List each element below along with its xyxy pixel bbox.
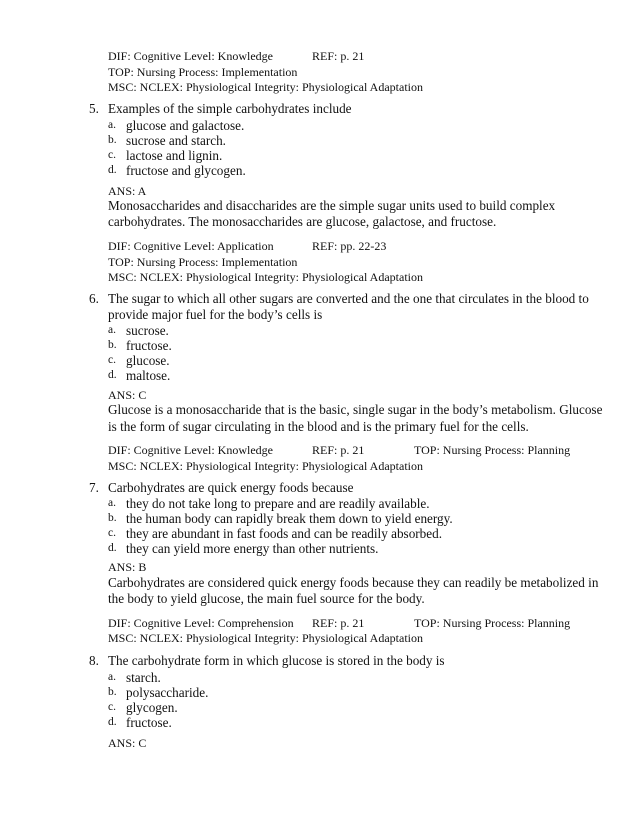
meta-msc: MSC: NCLEX: Physiological Integrity: Physiological Adaptation — [108, 270, 423, 284]
meta-ref: REF: p. 21 — [312, 616, 365, 630]
meta-msc: MSC: NCLEX: Physiological Integrity: Physiological Adaptation — [108, 459, 423, 473]
option-text: maltose. — [126, 368, 171, 383]
option-letter: d. — [108, 542, 117, 554]
meta-ref: REF: p. 21 — [312, 443, 365, 457]
option-text: fructose and glycogen. — [126, 163, 246, 178]
rationale-text: the body to yield glucose, the main fuel source for the body. — [108, 591, 425, 606]
option-text: sucrose. — [126, 323, 169, 338]
option-letter: a. — [108, 324, 116, 336]
option-text: glucose and galactose. — [126, 118, 245, 133]
answer-key: ANS: A — [108, 184, 147, 198]
option-letter: b. — [108, 339, 117, 351]
meta-ref: REF: pp. 22-23 — [312, 239, 387, 253]
meta-ref: REF: p. 21 — [312, 49, 365, 63]
question-number: 6. — [89, 291, 99, 306]
option-text: glucose. — [126, 353, 170, 368]
option-letter: c. — [108, 149, 116, 161]
option-letter: b. — [108, 134, 117, 146]
option-text: starch. — [126, 670, 161, 685]
option-letter: a. — [108, 119, 116, 131]
rationale-text: Carbohydrates are considered quick energy foods because they can readily be metabolized in — [108, 575, 599, 590]
option-text: glycogen. — [126, 700, 178, 715]
option-letter: d. — [108, 716, 117, 728]
option-letter: c. — [108, 527, 116, 539]
option-text: fructose. — [126, 338, 172, 353]
option-letter: a. — [108, 497, 116, 509]
rationale-text: Glucose is a monosaccharide that is the basic, single sugar in the body’s metabolism. Glucose — [108, 402, 603, 417]
option-letter: b. — [108, 512, 117, 524]
option-text: they can yield more energy than other nutrients. — [126, 541, 379, 556]
rationale-text: carbohydrates. The monosaccharides are glucose, galactose, and fructose. — [108, 214, 497, 229]
option-text: sucrose and starch. — [126, 133, 226, 148]
question-text: The sugar to which all other sugars are converted and the one that circulates in the blood to — [108, 291, 589, 306]
question-text: Carbohydrates are quick energy foods because — [108, 480, 354, 495]
option-letter: d. — [108, 369, 117, 381]
meta-dif: DIF: Cognitive Level: Application — [108, 239, 274, 253]
option-letter: a. — [108, 671, 116, 683]
meta-dif: DIF: Cognitive Level: Knowledge — [108, 49, 273, 63]
option-text: they do not take long to prepare and are readily available. — [126, 496, 430, 511]
option-text: lactose and lignin. — [126, 148, 223, 163]
question-text: provide major fuel for the body’s cells is — [108, 307, 323, 322]
question-number: 8. — [89, 653, 99, 668]
meta-dif: DIF: Cognitive Level: Knowledge — [108, 443, 273, 457]
meta-top: TOP: Nursing Process: Planning — [414, 616, 571, 630]
rationale-text: Monosaccharides and disaccharides are the simple sugar units used to build complex — [108, 198, 556, 213]
option-text: polysaccharide. — [126, 685, 209, 700]
option-text: the human body can rapidly break them down to yield energy. — [126, 511, 453, 526]
meta-top: TOP: Nursing Process: Implementation — [108, 255, 298, 269]
meta-top: TOP: Nursing Process: Implementation — [108, 65, 298, 79]
option-letter: b. — [108, 686, 117, 698]
option-letter: d. — [108, 164, 117, 176]
option-letter: c. — [108, 701, 116, 713]
question-text: Examples of the simple carbohydrates include — [108, 101, 352, 116]
meta-top: TOP: Nursing Process: Planning — [414, 443, 571, 457]
question-number: 5. — [89, 101, 99, 116]
option-letter: c. — [108, 354, 116, 366]
meta-msc: MSC: NCLEX: Physiological Integrity: Physiological Adaptation — [108, 631, 423, 645]
answer-key: ANS: C — [108, 388, 147, 402]
rationale-text: is the form of sugar circulating in the blood and is the primary fuel for the cells. — [108, 419, 529, 434]
meta-msc: MSC: NCLEX: Physiological Integrity: Physiological Adaptation — [108, 80, 423, 94]
meta-dif: DIF: Cognitive Level: Comprehension — [108, 616, 294, 630]
option-text: fructose. — [126, 715, 172, 730]
question-text: The carbohydrate form in which glucose is stored in the body is — [108, 653, 445, 668]
option-text: they are abundant in fast foods and can be readily absorbed. — [126, 526, 443, 541]
question-number: 7. — [89, 480, 99, 495]
answer-key: ANS: C — [108, 736, 147, 750]
answer-key: ANS: B — [108, 560, 147, 574]
